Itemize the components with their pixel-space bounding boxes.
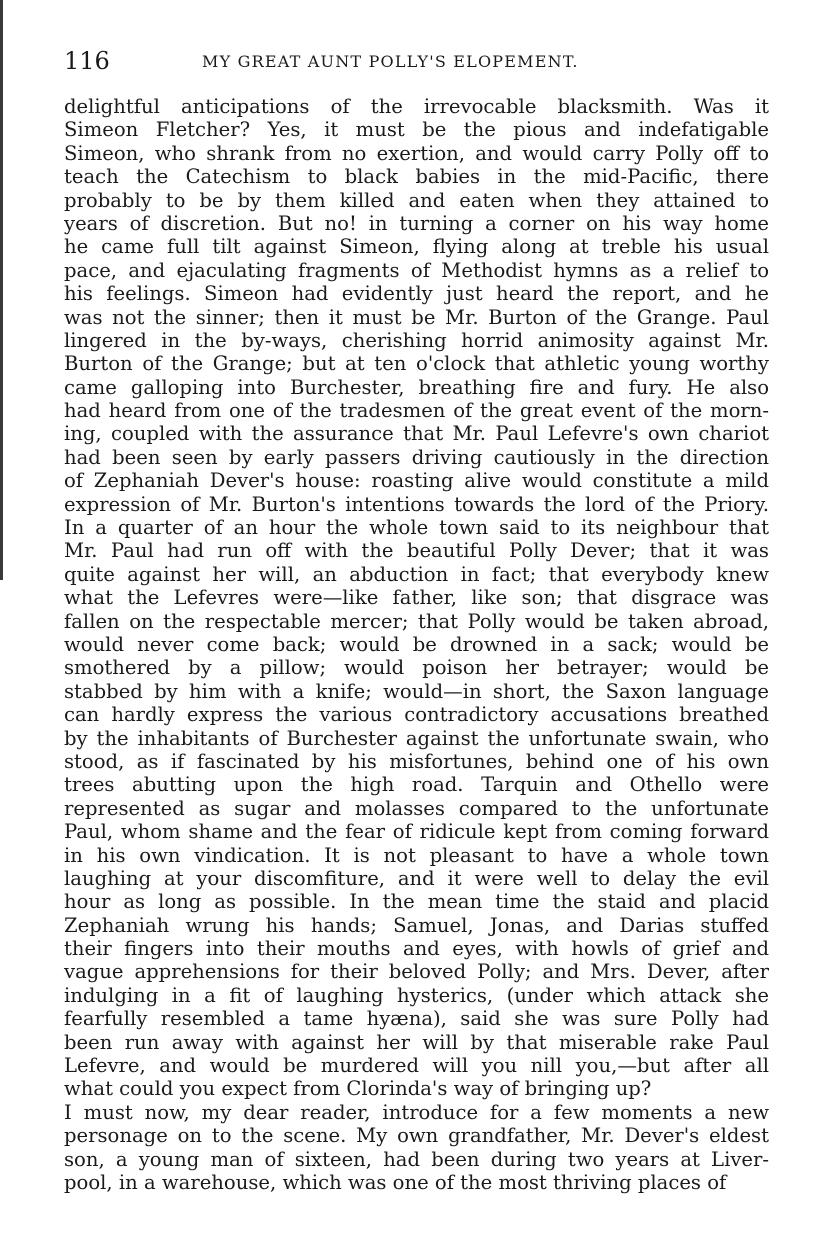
text-line: years of discretion. But no! in turning a corner on his way home xyxy=(64,211,769,235)
text-line: came galloping into Burchester, breathing fire and fury. He also xyxy=(64,375,769,399)
text-line: Lefevre, and would be murdered will you nill you,—but after all xyxy=(64,1054,769,1078)
text-line: his feelings. Simeon had evidently just heard the report, and he xyxy=(64,282,769,306)
text-line: their fingers into their mouths and eyes, with howls of grief and xyxy=(64,937,769,961)
page-number: 116 xyxy=(64,47,110,75)
text-line: what could you expect from Clorinda's way of bringing up? xyxy=(64,1077,652,1101)
text-line: pace, and ejaculating fragments of Methodist hymns as a relief to xyxy=(64,258,769,282)
text-line: probably to be by them killed and eaten when they attained to xyxy=(64,188,769,212)
text-line: fearfully resembled a tame hyæna), said she was sure Polly had xyxy=(64,1007,769,1031)
text-line: stabbed by him with a knife; would—in short, the Saxon language xyxy=(64,679,769,703)
text-line: fallen on the respectable mercer; that Polly would be taken abroad, xyxy=(64,609,769,633)
text-line: he came full tilt against Simeon, flying along at treble his usual xyxy=(64,235,769,259)
text-line: I must now, my dear reader, introduce for a few moments a new xyxy=(64,1100,769,1124)
page-binding-edge xyxy=(0,0,3,580)
text-line: In a quarter of an hour the whole town said to its neighbour that xyxy=(64,516,769,540)
text-line: represented as sugar and molasses compared to the unfortunate xyxy=(64,796,769,820)
text-line: vague apprehensions for their beloved Polly; and Mrs. Dever, after xyxy=(64,960,769,984)
text-line: Paul, whom shame and the fear of ridicule kept from coming forward xyxy=(64,820,769,844)
text-line: by the inhabitants of Burchester against the unfortunate swain, who xyxy=(64,726,769,750)
text-line: Mr. Paul had run off with the beautiful Polly Dever; that it was xyxy=(64,539,769,563)
text-line: lingered in the by-ways, cherishing horrid animosity against Mr. xyxy=(64,328,769,352)
text-line: laughing at your discomfiture, and it were well to delay the evil xyxy=(64,866,769,890)
text-line: indulging in a fit of laughing hysterics, (under which attack she xyxy=(64,983,769,1007)
text-line: delightful anticipations of the irrevocable blacksmith. Was it xyxy=(64,95,769,118)
text-line: stood, as if fascinated by his misfortunes, behind one of his own xyxy=(64,749,769,773)
text-line: quite against her will, an abduction in fact; that everybody knew xyxy=(64,562,769,586)
text-line: teach the Catechism to black babies in the mid-Pacific, there xyxy=(64,165,769,189)
text-line: can hardly express the various contradictory accusations breathed xyxy=(64,703,769,727)
text-line: Simeon Fletcher? Yes, it must be the pious and indefatigable xyxy=(64,118,769,142)
text-line: had heard from one of the tradesmen of the great event of the morn- xyxy=(64,399,769,423)
text-line: Burton of the Grange; but at ten o'clock that athletic young worthy xyxy=(64,352,769,376)
text-line: what the Lefevres were—like father, like son; that disgrace was xyxy=(64,586,769,610)
text-line: would never come back; would be drowned in a sack; would be xyxy=(64,632,769,656)
page-header xyxy=(64,46,769,76)
text-line: smothered by a pillow; would poison her betrayer; would be xyxy=(64,656,769,680)
text-line: personage on to the scene. My own grandfather, Mr. Dever's eldest xyxy=(64,1124,769,1148)
text-line: of Zephaniah Dever's house: roasting alive would constitute a mild xyxy=(64,469,769,493)
text-line: expression of Mr. Burton's intentions towards the lord of the Priory. xyxy=(64,492,769,516)
running-title: MY GREAT AUNT POLLY'S ELOPEMENT. xyxy=(202,52,579,71)
text-line: in his own vindication. It is not pleasant to have a whole town xyxy=(64,843,769,867)
text-line: was not the sinner; then it must be Mr. Burton of the Grange. Paul xyxy=(64,305,769,329)
text-line: hour as long as possible. In the mean time the staid and placid xyxy=(64,890,769,914)
text-line: Simeon, who shrank from no exertion, and would carry Polly off to xyxy=(64,141,769,165)
text-line: pool, in a warehouse, which was one of the most thriving places of xyxy=(64,1170,727,1194)
text-line: Zephaniah wrung his hands; Samuel, Jonas, and Darias stuffed xyxy=(64,913,769,937)
text-line: been run away with against her will by that miserable rake Paul xyxy=(64,1030,769,1054)
text-line: had been seen by early passers driving cautiously in the direction xyxy=(64,445,769,469)
text-line: son, a young man of sixteen, had been during two years at Liver- xyxy=(64,1147,769,1171)
body-text xyxy=(64,95,769,1194)
text-line: ing, coupled with the assurance that Mr. Paul Lefevre's own chariot xyxy=(64,422,769,446)
text-line: trees abutting upon the high road. Tarquin and Othello were xyxy=(64,773,769,797)
